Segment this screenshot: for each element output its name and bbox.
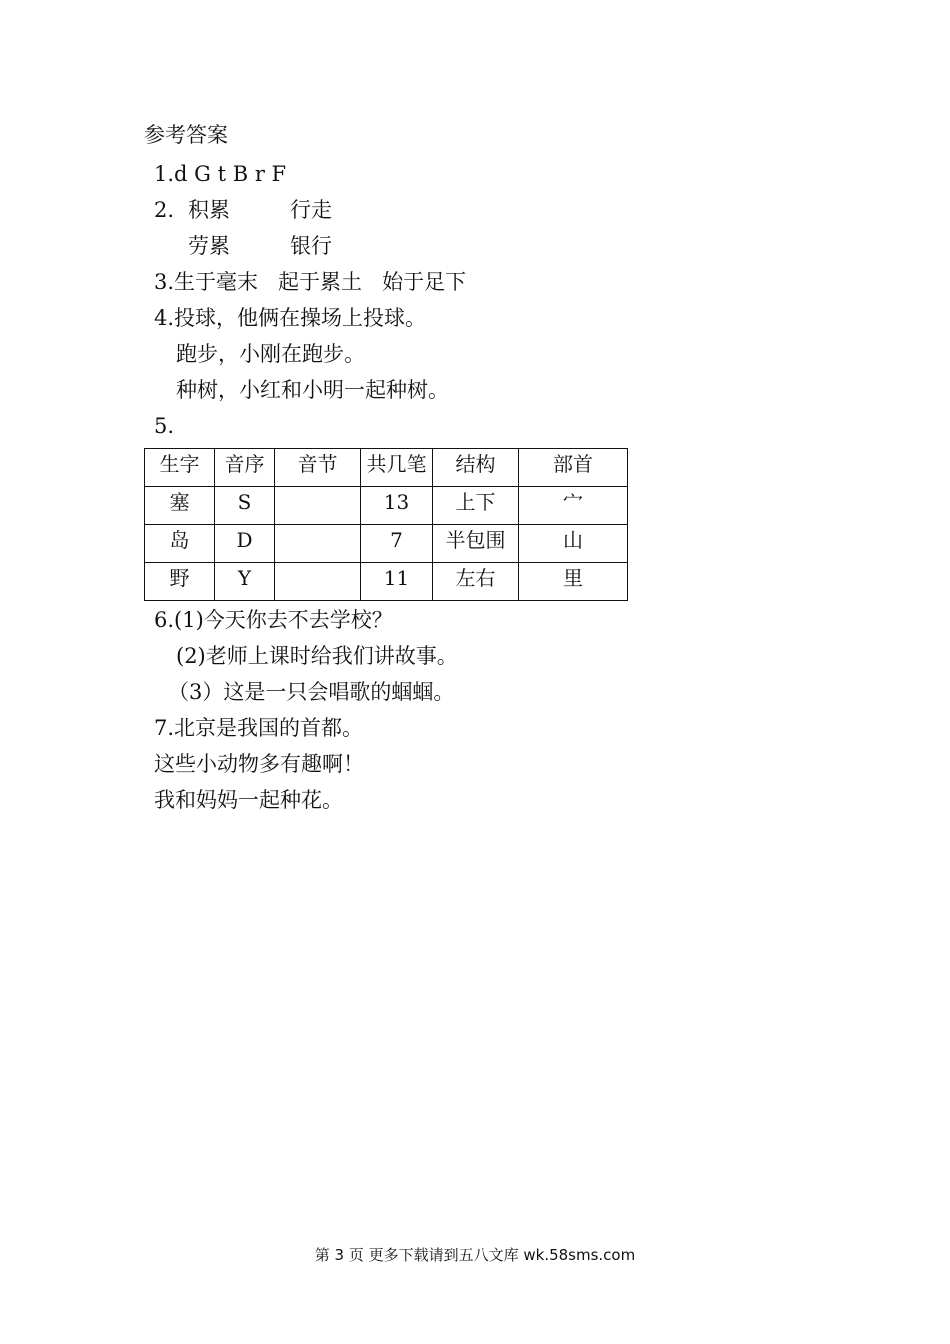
table-row <box>145 563 628 601</box>
table-header-cell: 结构 <box>433 449 519 487</box>
table-cell: 塞 <box>145 487 215 525</box>
table-cell: 里 <box>519 563 628 601</box>
table-cell: 宀 <box>519 487 628 525</box>
table-header-row <box>145 449 628 487</box>
answer-2-word-4: 银行 <box>290 234 332 258</box>
answer-title: 参考答案 <box>144 123 228 147</box>
table-row <box>145 487 628 525</box>
table-cell: 左右 <box>433 563 519 601</box>
table-header-cell: 音序 <box>215 449 275 487</box>
page-footer: 第 3 页 更多下载请到五八文库 wk.58sms.com <box>314 1246 636 1264</box>
table-cell: 11 <box>361 563 433 601</box>
answer-4-line-1: 4.投球，他俩在操场上投球。 <box>154 306 427 330</box>
answer-7-line-1: 7.北京是我国的首都。 <box>154 716 364 740</box>
table-header-cell: 共几笔 <box>361 449 433 487</box>
answer-6-line-2: (2)老师上课时给我们讲故事。 <box>176 644 458 668</box>
table-cell: 岛 <box>145 525 215 563</box>
answer-5-label: 5. <box>154 414 175 438</box>
table-row <box>145 525 628 563</box>
table-cell <box>275 487 361 525</box>
answer-7-line-3: 我和妈妈一起种花。 <box>154 788 343 812</box>
table-cell: S <box>215 487 275 525</box>
table-cell: 半包围 <box>433 525 519 563</box>
answer-2-prefix: 2. <box>154 198 175 222</box>
table-cell: 13 <box>361 487 433 525</box>
answer-2-word-2: 行走 <box>290 198 332 222</box>
answer-6-line-3: （3）这是一只会唱歌的蝈蝈。 <box>168 680 455 704</box>
answer-4-line-2: 跑步，小刚在跑步。 <box>176 342 365 366</box>
table-cell: Y <box>215 563 275 601</box>
answer-4-line-3: 种树，小红和小明一起种树。 <box>176 378 449 402</box>
table-cell: 野 <box>145 563 215 601</box>
answer-7-line-2: 这些小动物多有趣啊！ <box>154 752 364 776</box>
table-header-cell: 生字 <box>145 449 215 487</box>
answer-1: 1.d G t B r F <box>154 162 287 186</box>
table-header-cell: 部首 <box>519 449 628 487</box>
table-cell: D <box>215 525 275 563</box>
answer-2-word-3: 劳累 <box>188 234 230 258</box>
table-cell: 7 <box>361 525 433 563</box>
table-cell <box>275 563 361 601</box>
character-table <box>144 448 628 601</box>
table-header-cell: 音节 <box>275 449 361 487</box>
answer-2-word-1: 积累 <box>188 198 230 222</box>
table-cell <box>275 525 361 563</box>
table-cell: 上下 <box>433 487 519 525</box>
table-cell: 山 <box>519 525 628 563</box>
answer-6-line-1: 6.(1)今天你去不去学校？ <box>154 608 393 632</box>
answer-3: 3.生于毫末 起于累土 始于足下 <box>154 270 467 294</box>
